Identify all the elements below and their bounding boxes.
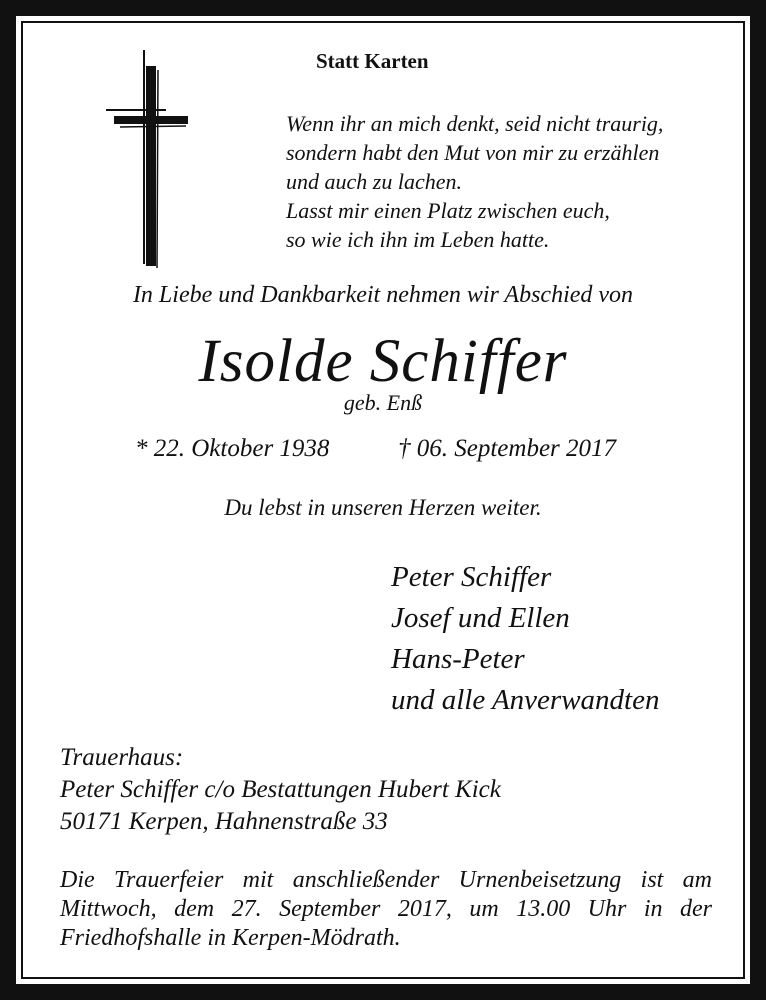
poem-line: Lasst mir einen Platz zwischen euch, xyxy=(286,198,610,223)
poem-line: sondern habt den Mut von mir zu erzählen xyxy=(286,140,660,165)
mourning-house-label: Trauerhaus: xyxy=(60,744,184,771)
mourner-name: Hans-Peter xyxy=(391,643,525,675)
cross-icon xyxy=(104,50,194,272)
motto: Du lebst in unseren Herzen weiter. xyxy=(224,495,542,520)
poem-line: und auch zu lachen. xyxy=(286,169,462,194)
mourner-name: und alle Anverwandten xyxy=(391,684,660,716)
heading: Statt Karten xyxy=(316,49,429,73)
deceased-name: Isolde Schiffer xyxy=(198,328,568,395)
poem-line: Wenn ihr an mich denkt, seid nicht traurig, xyxy=(286,111,664,136)
poem-line: so wie ich ihn im Leben hatte. xyxy=(286,227,550,252)
death-date: † 06. September 2017 xyxy=(398,435,617,462)
mourner-name: Peter Schiffer xyxy=(391,561,552,593)
farewell-intro: In Liebe und Dankbarkeit nehmen wir Abschied von xyxy=(132,282,634,308)
maiden-name: geb. Enß xyxy=(343,390,423,415)
birth-date: * 22. Oktober 1938 xyxy=(135,435,330,462)
mourning-house-address: Peter Schiffer c/o Bestattungen Hubert Kick xyxy=(60,776,501,803)
funeral-notice: Die Trauerfeier mit anschließender Urnenbeisetzung ist am Mittwoch, dem 27. September 2017, um 13.00 Uhr in der Friedhofshalle in Kerpen-Mödrath. xyxy=(60,867,712,951)
mourning-house-city: 50171 Kerpen, Hahnenstraße 33 xyxy=(60,808,388,835)
mourner-name: Josef und Ellen xyxy=(391,602,570,634)
